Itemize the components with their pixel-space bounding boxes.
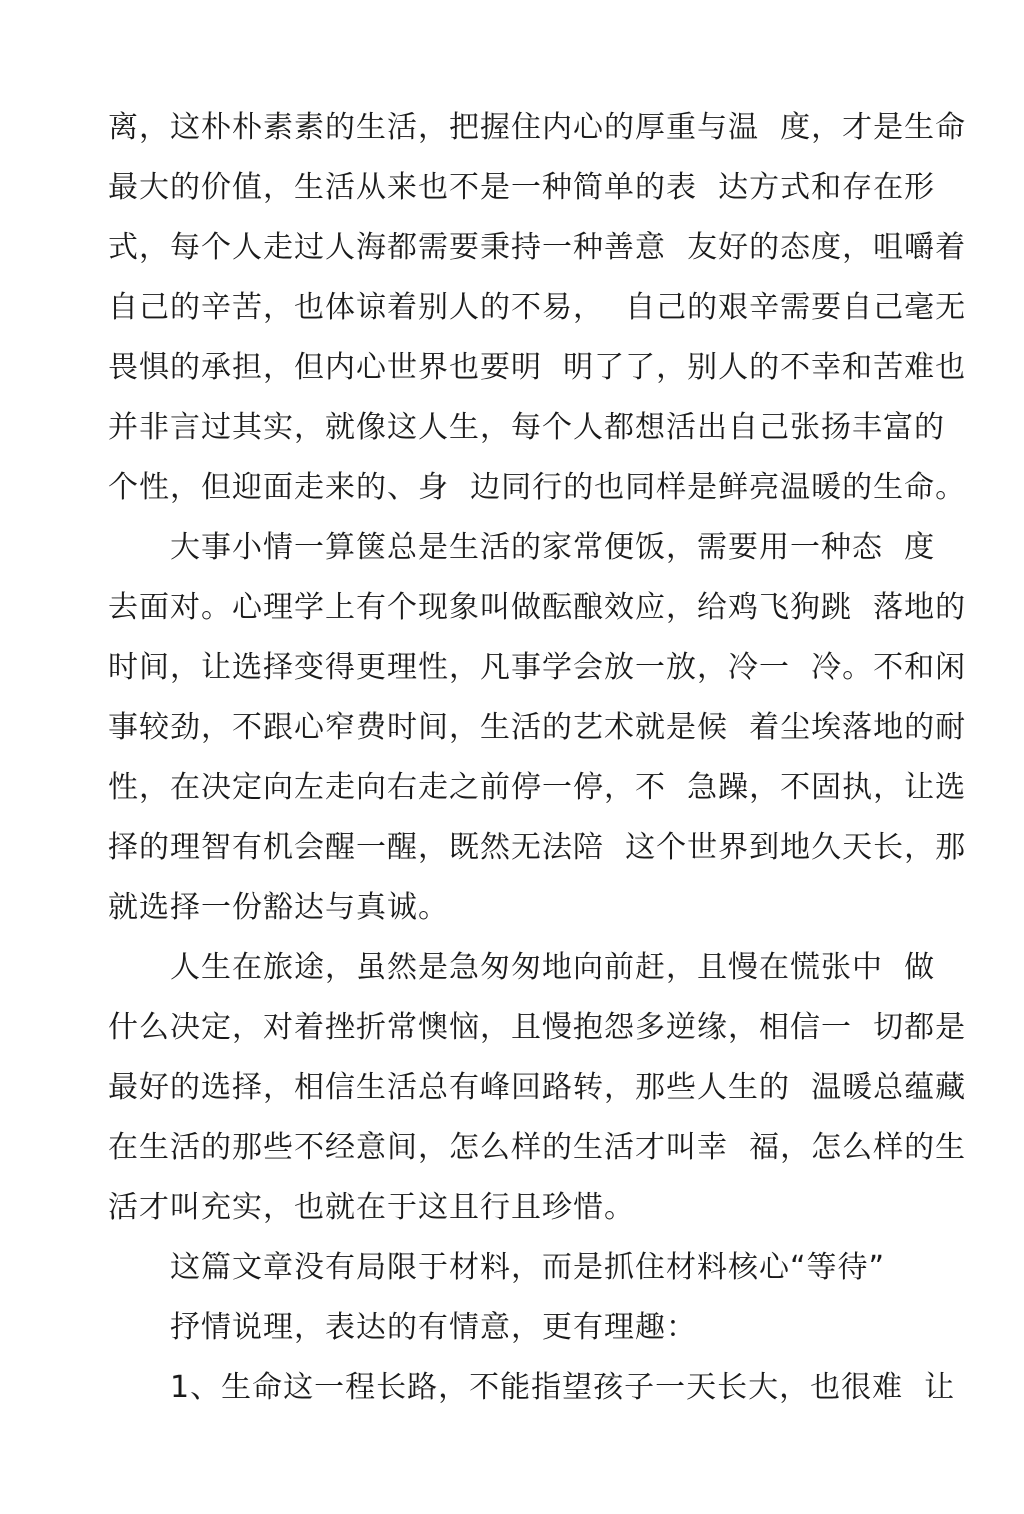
text-line: 在生活的那些不经意间，怎么样的生活才叫幸 福，怎么样的生 [108,1130,967,1165]
text-line: 就选择一份豁达与真诚。 [108,890,449,925]
text-line: 个性，但迎面走来的、身 边同行的也同样是鲜亮温暖的生命。 [108,470,967,505]
text-line: 性，在决定向左走向右走之前停一停，不 急躁，不固执，让选 [108,770,967,805]
text-line: 时间，让选择变得更理性，凡事学会放一放，冷一 冷。不和闲 [108,650,967,685]
text-line: 最大的价值，生活从来也不是一种简单的表 达方式和存在形 [108,170,936,205]
text-line: 活才叫充实，也就在于这且行且珍惜。 [108,1190,635,1225]
text-line: 择的理智有机会醒一醒，既然无法陪 这个世界到地久天长，那 [108,830,967,865]
paragraph-first-line: 大事小情一算箧总是生活的家常便饭，需要用一种态 度 [170,530,936,565]
text-line: 离，这朴朴素素的生活，把握住内心的厚重与温 度，才是生命 [108,110,967,145]
paragraph-first-line: 这篇文章没有局限于材料，而是抓住材料核心“等待” [170,1250,886,1285]
text-line: 什么决定，对着挫折常懊恼，且慢抱怨多逆缘，相信一 切都是 [108,1010,967,1045]
text-line: 去面对。心理学上有个现象叫做酝酿效应，给鸡飞狗跳 落地的 [108,590,967,625]
list-item-line: 1、生命这一程长路，不能指望孩子一天长大，也很难 让 [170,1370,956,1405]
text-line: 自己的辛苦，也体谅着别人的不易， 自己的艰辛需要自己毫无 [108,290,967,325]
text-line: 并非言过其实，就像这人生，每个人都想活出自己张扬丰富的 [108,410,945,445]
paragraph-first-line: 人生在旅途，虽然是急匆匆地向前赶，且慢在慌张中 做 [170,950,936,985]
text-line: 最好的选择，相信生活总有峰回路转，那些人生的 温暖总蕴藏 [108,1070,967,1105]
paragraph-first-line: 抒情说理，表达的有情意，更有理趣： [170,1310,697,1345]
text-line: 事较劲，不跟心窄费时间，生活的艺术就是候 着尘埃落地的耐 [108,710,967,745]
text-line: 式，每个人走过人海都需要秉持一种善意 友好的态度，咀嚼着 [108,230,967,265]
text-line: 畏惧的承担，但内心世界也要明 明了了，别人的不幸和苦难也 [108,350,967,385]
